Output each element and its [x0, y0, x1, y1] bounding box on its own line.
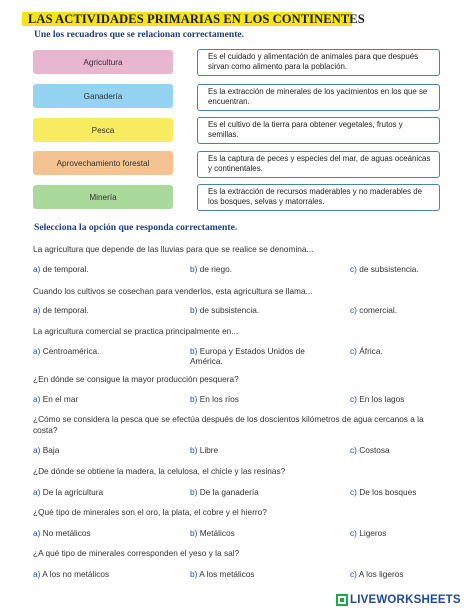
- option-letter: a): [33, 445, 41, 455]
- question-text: ¿De dónde se obtiene la madera, la celulosa, el chicle y las resinas?: [33, 466, 286, 476]
- option-letter: b): [190, 445, 198, 455]
- answer-option[interactable]: [350, 487, 416, 497]
- question-text: ¿A qué tipo de minerales corresponden el yeso y la sal?: [33, 548, 240, 558]
- option-text: Libre: [199, 445, 219, 455]
- answer-option[interactable]: [350, 528, 386, 538]
- option-text: Costosa: [359, 445, 390, 455]
- answer-option[interactable]: [350, 346, 383, 356]
- logo-text: LIVEWORKSHEETS: [350, 594, 461, 606]
- option-text: No metálicos: [42, 528, 91, 538]
- option-letter: c): [350, 445, 357, 455]
- answer-option[interactable]: [350, 305, 397, 315]
- option-letter: b): [190, 264, 198, 274]
- question-text: ¿Qué tipo de minerales son el oro, la plata, el cobre y el hierro?: [33, 507, 267, 517]
- answer-option[interactable]: [33, 528, 91, 538]
- option-letter: a): [33, 394, 41, 404]
- instruction-matching: Une los recuadros que se relacionan correctamente.: [34, 29, 245, 40]
- answer-option[interactable]: [33, 305, 89, 315]
- option-text: Ligeros: [359, 528, 387, 538]
- liveworksheets-logo: [336, 594, 461, 606]
- match-right-definition[interactable]: Es el cuidado y alimentación de animales para que después sirvan como alimento para la población.: [197, 49, 440, 76]
- answer-option[interactable]: [190, 487, 259, 497]
- question-text: ¿En dónde se consigue la mayor producción pesquera?: [33, 374, 239, 384]
- option-text: De los bosques: [359, 487, 417, 497]
- option-text: de temporal.: [42, 305, 89, 315]
- answer-option[interactable]: [33, 569, 109, 579]
- match-right-definition[interactable]: Es la captura de peces y especies del mar, de aguas oceánicas y continentales.: [197, 151, 440, 178]
- answer-option[interactable]: [350, 445, 390, 455]
- option-text: Europa y Estados Unidos de América.: [190, 346, 305, 366]
- option-letter: c): [350, 528, 357, 538]
- option-text: Centroamérica.: [42, 346, 100, 356]
- answer-option[interactable]: [190, 528, 235, 538]
- option-letter: a): [33, 264, 41, 274]
- option-letter: c): [350, 487, 357, 497]
- answer-option[interactable]: [33, 394, 78, 404]
- answer-option[interactable]: [350, 394, 404, 404]
- answer-option[interactable]: [190, 394, 239, 404]
- page-title: LAS ACTIVIDADES PRIMARIAS EN LOS CONTINENTES: [28, 12, 365, 26]
- match-left-pesca[interactable]: Pesca: [33, 118, 173, 142]
- option-letter: c): [350, 305, 357, 315]
- match-left-mineria[interactable]: Minería: [33, 185, 173, 209]
- option-letter: b): [190, 394, 198, 404]
- option-text: En los ríos: [199, 394, 239, 404]
- question-text: Cuando los cultivos se cosechan para venderlos, esta agricultura se llama...: [33, 286, 313, 296]
- option-letter: b): [190, 528, 198, 538]
- option-text: Baja: [42, 445, 60, 455]
- match-left-ganaderia[interactable]: Ganadería: [33, 84, 173, 108]
- match-left-aprovechamiento-forestal[interactable]: Aprovechamiento forestal: [33, 151, 173, 175]
- option-text: A los metálicos: [199, 569, 255, 579]
- option-text: de riego.: [199, 264, 232, 274]
- option-text: De la agricultura: [42, 487, 104, 497]
- option-letter: a): [33, 569, 41, 579]
- option-text: comercial.: [359, 305, 398, 315]
- option-text: de subsistencia.: [359, 264, 419, 274]
- answer-option[interactable]: [33, 346, 99, 356]
- question-text: La agricultura comercial se practica principalmente en...: [33, 326, 239, 336]
- option-letter: a): [33, 305, 41, 315]
- option-text: A los no metálicos: [42, 569, 110, 579]
- answer-option[interactable]: [190, 346, 330, 366]
- option-text: De la ganadería: [199, 487, 259, 497]
- option-text: de temporal.: [42, 264, 89, 274]
- question-text: La agricultura que depende de las lluvias para que se realice se denomina...: [33, 244, 314, 254]
- option-text: A los ligeros: [358, 569, 404, 579]
- match-right-definition[interactable]: Es la extracción de recursos maderables y no maderables de los bosques, selvas y matorrales.: [197, 184, 440, 211]
- answer-option[interactable]: [190, 264, 232, 274]
- option-letter: a): [33, 346, 41, 356]
- match-right-definition[interactable]: Es la extracción de minerales de los yacimientos en los que se encuentran.: [197, 84, 440, 111]
- answer-option[interactable]: [350, 264, 419, 274]
- match-left-agricultura[interactable]: Agricultura: [33, 50, 173, 74]
- answer-option[interactable]: [350, 569, 404, 579]
- answer-option[interactable]: [190, 569, 255, 579]
- option-text: África.: [359, 346, 383, 356]
- option-letter: b): [190, 305, 198, 315]
- option-letter: b): [190, 569, 198, 579]
- option-text: de subsistencia.: [199, 305, 260, 315]
- answer-option[interactable]: [33, 487, 103, 497]
- answer-option[interactable]: [190, 445, 218, 455]
- option-text: Metálicos: [199, 528, 235, 538]
- option-letter: c): [350, 346, 357, 356]
- question-text: ¿Cómo se considera la pesca que se efectúa después de los doscientos kilómetros de agua cercanos a la costa?: [33, 414, 424, 435]
- option-letter: c): [350, 264, 357, 274]
- option-letter: b): [190, 346, 198, 356]
- liveworksheets-icon: [336, 594, 348, 606]
- answer-option[interactable]: [33, 445, 59, 455]
- match-right-definition[interactable]: Es el cultivo de la tierra para obtener vegetales, frutos y semillas.: [197, 117, 440, 144]
- option-letter: c): [350, 569, 357, 579]
- option-letter: c): [350, 394, 357, 404]
- option-letter: a): [33, 528, 41, 538]
- answer-option[interactable]: [190, 305, 259, 315]
- option-letter: b): [190, 487, 198, 497]
- option-text: En el mar: [42, 394, 79, 404]
- instruction-multiple-choice: Selecciona la opción que responda correctamente.: [34, 222, 238, 233]
- option-letter: a): [33, 487, 41, 497]
- option-text: En los lagos: [359, 394, 405, 404]
- answer-option[interactable]: [33, 264, 89, 274]
